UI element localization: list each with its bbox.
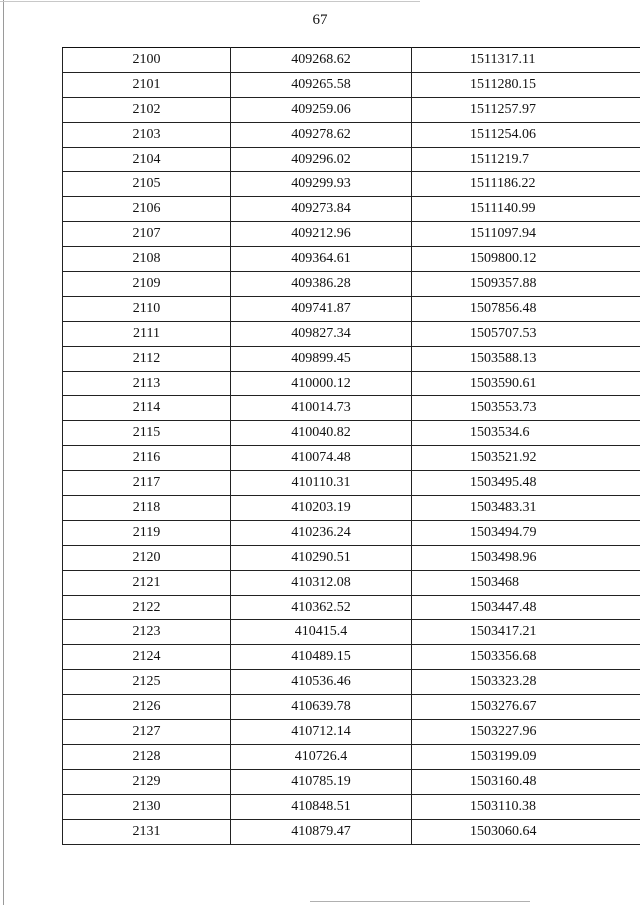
y-coordinate-cell: 1503110.38 [412,794,640,819]
table-row [63,172,640,197]
y-coordinate-cell: 1503417.21 [412,620,640,645]
table-row [63,247,640,272]
x-coordinate-cell: 409265.58 [231,72,412,97]
table-row [63,72,640,97]
x-coordinate-cell: 410489.15 [231,645,412,670]
point-number-cell: 2124 [63,645,231,670]
x-coordinate-cell: 409268.62 [231,48,412,73]
table-row [63,222,640,247]
table-row [63,769,640,794]
y-coordinate-cell: 1503534.6 [412,421,640,446]
x-coordinate-cell: 410726.4 [231,744,412,769]
point-number-cell: 2108 [63,247,231,272]
x-coordinate-cell: 410879.47 [231,819,412,844]
y-coordinate-cell: 1503227.96 [412,720,640,745]
point-number-cell: 2113 [63,371,231,396]
table-row [63,819,640,844]
x-coordinate-cell: 409741.87 [231,296,412,321]
point-number-cell: 2112 [63,346,231,371]
point-number-cell: 2128 [63,744,231,769]
x-coordinate-cell: 410074.48 [231,446,412,471]
table-row [63,321,640,346]
y-coordinate-cell: 1503498.96 [412,545,640,570]
x-coordinate-cell: 409827.34 [231,321,412,346]
point-number-cell: 2103 [63,122,231,147]
y-coordinate-cell: 1511219.7 [412,147,640,172]
point-number-cell: 2131 [63,819,231,844]
table-row [63,421,640,446]
table-row [63,720,640,745]
x-coordinate-cell: 410236.24 [231,520,412,545]
point-number-cell: 2107 [63,222,231,247]
y-coordinate-cell: 1511186.22 [412,172,640,197]
y-coordinate-cell: 1503447.48 [412,595,640,620]
y-coordinate-cell: 1503495.48 [412,471,640,496]
y-coordinate-cell: 1509800.12 [412,247,640,272]
point-number-cell: 2126 [63,695,231,720]
point-number-cell: 2125 [63,670,231,695]
table-row [63,744,640,769]
y-coordinate-cell: 1503060.64 [412,819,640,844]
scan-edge-bottom [310,901,530,902]
y-coordinate-cell: 1503468 [412,570,640,595]
page-number: 67 [312,12,328,28]
point-number-cell: 2117 [63,471,231,496]
point-number-cell: 2123 [63,620,231,645]
point-number-cell: 2119 [63,520,231,545]
y-coordinate-cell: 1511280.15 [412,72,640,97]
table-row [63,371,640,396]
x-coordinate-cell: 409259.06 [231,97,412,122]
x-coordinate-cell: 410639.78 [231,695,412,720]
point-number-cell: 2122 [63,595,231,620]
table-row [63,97,640,122]
x-coordinate-cell: 410203.19 [231,496,412,521]
y-coordinate-cell: 1503553.73 [412,396,640,421]
y-coordinate-cell: 1503521.92 [412,446,640,471]
table-row [63,48,640,73]
point-number-cell: 2101 [63,72,231,97]
x-coordinate-cell: 410785.19 [231,769,412,794]
coordinates-table [62,47,640,845]
table-row [63,695,640,720]
point-number-cell: 2114 [63,396,231,421]
point-number-cell: 2102 [63,97,231,122]
table-row [63,471,640,496]
y-coordinate-cell: 1503494.79 [412,520,640,545]
y-coordinate-cell: 1503160.48 [412,769,640,794]
point-number-cell: 2106 [63,197,231,222]
table-row [63,620,640,645]
point-number-cell: 2127 [63,720,231,745]
table-row [63,496,640,521]
x-coordinate-cell: 410362.52 [231,595,412,620]
x-coordinate-cell: 410312.08 [231,570,412,595]
y-coordinate-cell: 1511254.06 [412,122,640,147]
x-coordinate-cell: 409899.45 [231,346,412,371]
table-row [63,296,640,321]
table-row [63,595,640,620]
y-coordinate-cell: 1503590.61 [412,371,640,396]
table-row [63,272,640,297]
x-coordinate-cell: 409386.28 [231,272,412,297]
table-row [63,346,640,371]
x-coordinate-cell: 409296.02 [231,147,412,172]
y-coordinate-cell: 1503276.67 [412,695,640,720]
y-coordinate-cell: 1511317.11 [412,48,640,73]
y-coordinate-cell: 1507856.48 [412,296,640,321]
y-coordinate-cell: 1511140.99 [412,197,640,222]
point-number-cell: 2109 [63,272,231,297]
table-row [63,147,640,172]
table-row [63,197,640,222]
x-coordinate-cell: 410536.46 [231,670,412,695]
point-number-cell: 2105 [63,172,231,197]
point-number-cell: 2116 [63,446,231,471]
point-number-cell: 2129 [63,769,231,794]
table-row [63,670,640,695]
y-coordinate-cell: 1511257.97 [412,97,640,122]
y-coordinate-cell: 1503356.68 [412,645,640,670]
y-coordinate-cell: 1503588.13 [412,346,640,371]
table-row [63,645,640,670]
table-row [63,794,640,819]
x-coordinate-cell: 410000.12 [231,371,412,396]
table-row [63,545,640,570]
point-number-cell: 2110 [63,296,231,321]
point-number-cell: 2104 [63,147,231,172]
table-row [63,520,640,545]
x-coordinate-cell: 410415.4 [231,620,412,645]
table-row [63,122,640,147]
y-coordinate-cell: 1509357.88 [412,272,640,297]
point-number-cell: 2120 [63,545,231,570]
x-coordinate-cell: 409278.62 [231,122,412,147]
x-coordinate-cell: 410040.82 [231,421,412,446]
table-row [63,396,640,421]
point-number-cell: 2100 [63,48,231,73]
x-coordinate-cell: 409273.84 [231,197,412,222]
x-coordinate-cell: 410014.73 [231,396,412,421]
scan-edge-left [3,0,4,905]
y-coordinate-cell: 1503323.28 [412,670,640,695]
x-coordinate-cell: 409364.61 [231,247,412,272]
point-number-cell: 2121 [63,570,231,595]
point-number-cell: 2118 [63,496,231,521]
point-number-cell: 2111 [63,321,231,346]
x-coordinate-cell: 410290.51 [231,545,412,570]
point-number-cell: 2115 [63,421,231,446]
x-coordinate-cell: 410848.51 [231,794,412,819]
x-coordinate-cell: 410110.31 [231,471,412,496]
x-coordinate-cell: 409299.93 [231,172,412,197]
coordinates-table-body [63,48,640,845]
table-row [63,446,640,471]
scan-edge-top [0,1,420,2]
y-coordinate-cell: 1503483.31 [412,496,640,521]
x-coordinate-cell: 409212.96 [231,222,412,247]
y-coordinate-cell: 1511097.94 [412,222,640,247]
y-coordinate-cell: 1505707.53 [412,321,640,346]
point-number-cell: 2130 [63,794,231,819]
table-row [63,570,640,595]
x-coordinate-cell: 410712.14 [231,720,412,745]
y-coordinate-cell: 1503199.09 [412,744,640,769]
